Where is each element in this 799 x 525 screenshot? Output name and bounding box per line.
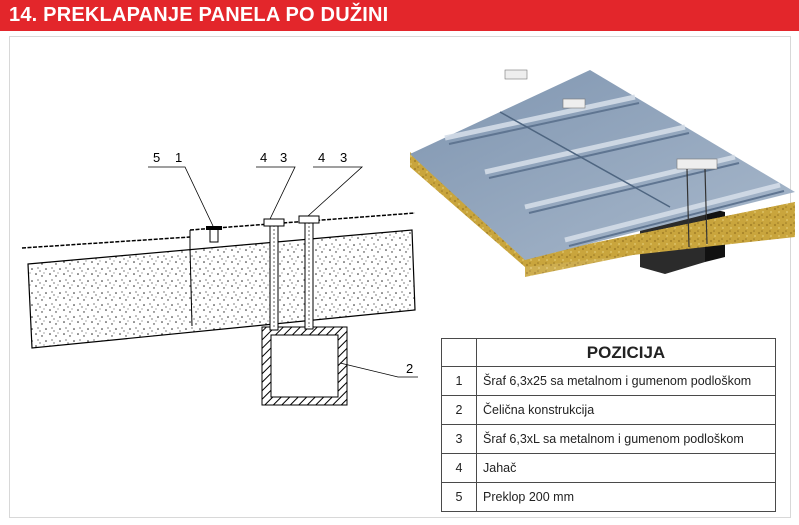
row-description: Čelična konstrukcija xyxy=(477,396,776,425)
callout-4-left: 4 xyxy=(260,150,268,165)
callout-3-left: 3 xyxy=(280,150,288,165)
section-drawing xyxy=(20,140,425,415)
table-row xyxy=(442,454,776,483)
sandwich-panel-core xyxy=(28,230,415,348)
callout-1: 1 xyxy=(175,150,183,165)
callout-4-right: 4 xyxy=(318,150,326,165)
row-description: Preklop 200 mm xyxy=(477,483,776,512)
row-description: Šraf 6,3xL sa metalnom i gumenom podloškom xyxy=(477,425,776,454)
callout-2: 2 xyxy=(406,361,414,376)
row-number: 1 xyxy=(442,367,477,396)
table-row xyxy=(442,425,776,454)
row-number: 2 xyxy=(442,396,477,425)
title-bar xyxy=(0,0,799,31)
table-header-blank xyxy=(442,339,477,367)
table-title: POZICIJA xyxy=(477,339,776,367)
page-title: 14. PREKLAPANJE PANELA PO DUŽINI xyxy=(9,4,389,26)
table-row xyxy=(442,367,776,396)
screw-1 xyxy=(206,226,222,242)
row-number: 4 xyxy=(442,454,477,483)
row-number: 5 xyxy=(442,483,477,512)
panel-3d-render xyxy=(405,62,795,277)
positions-table xyxy=(441,338,776,512)
table-header-row xyxy=(442,339,776,367)
steel-construction xyxy=(262,327,347,405)
table-row xyxy=(442,483,776,512)
callout-3-right: 3 xyxy=(340,150,348,165)
row-number: 3 xyxy=(442,425,477,454)
row-description: Jahač xyxy=(477,454,776,483)
table-row xyxy=(442,396,776,425)
row-description: Šraf 6,3x25 sa metalnom i gumenom podloškom xyxy=(477,367,776,396)
callout-5: 5 xyxy=(153,150,161,165)
